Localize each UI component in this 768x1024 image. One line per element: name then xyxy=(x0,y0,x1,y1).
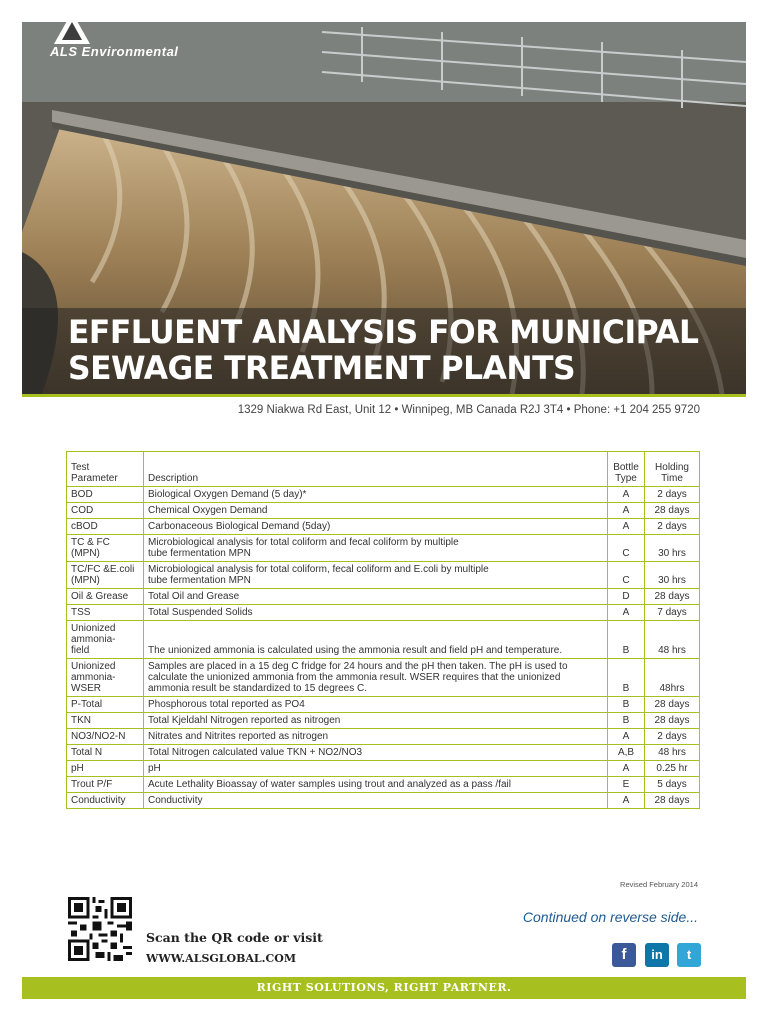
header-parameter: Test Parameter xyxy=(67,452,144,487)
header-bottle: Bottle Type xyxy=(608,452,645,487)
parameter-table xyxy=(66,451,700,809)
cell-description: Total Suspended Solids xyxy=(144,605,608,621)
cell-description: Conductivity xyxy=(144,793,608,809)
cell-parameter: Total N xyxy=(67,745,144,761)
cell-description: Nitrates and Nitrites reported as nitrogen xyxy=(144,729,608,745)
cell-holding: 7 days xyxy=(645,605,700,621)
cell-holding: 28 days xyxy=(645,697,700,713)
cell-bottle: A,B xyxy=(608,745,645,761)
cell-parameter: Unionized ammonia- WSER xyxy=(67,659,144,697)
scan-instruction: Scan the QR code or visit xyxy=(146,930,323,945)
cell-parameter: TC & FC (MPN) xyxy=(67,535,144,562)
page-title xyxy=(68,314,715,386)
table-body xyxy=(67,487,700,809)
cell-parameter: pH xyxy=(67,761,144,777)
cell-bottle: B xyxy=(608,713,645,729)
tagline-text: RIGHT SOLUTIONS, RIGHT PARTNER. xyxy=(256,981,512,994)
cell-bottle: A xyxy=(608,519,645,535)
cell-description: Total Oil and Grease xyxy=(144,589,608,605)
continued-note: Continued on reverse side... xyxy=(522,909,698,925)
als-logo-icon xyxy=(50,10,94,46)
cell-bottle: A xyxy=(608,761,645,777)
cell-holding: 0.25 hr xyxy=(645,761,700,777)
table-row xyxy=(67,621,700,659)
table-header-row xyxy=(67,452,700,487)
cell-holding: 5 days xyxy=(645,777,700,793)
cell-parameter: BOD xyxy=(67,487,144,503)
cell-description: Microbiological analysis for total coliform and fecal coliform by multiple tube fermentation MPN xyxy=(144,535,608,562)
cell-parameter: Conductivity xyxy=(67,793,144,809)
cell-holding: 28 days xyxy=(645,503,700,519)
accent-divider xyxy=(22,394,746,397)
cell-description: Total Kjeldahl Nitrogen reported as nitrogen xyxy=(144,713,608,729)
table-row xyxy=(67,562,700,589)
header-holding: Holding Time xyxy=(645,452,700,487)
cell-holding: 48 hrs xyxy=(645,621,700,659)
cell-bottle: A xyxy=(608,503,645,519)
cell-holding: 28 days xyxy=(645,793,700,809)
cell-description: pH xyxy=(144,761,608,777)
cell-bottle: B xyxy=(608,621,645,659)
cell-holding: 48hrs xyxy=(645,659,700,697)
cell-parameter: TKN xyxy=(67,713,144,729)
cell-parameter: TC/FC &E.coli (MPN) xyxy=(67,562,144,589)
cell-bottle: B xyxy=(608,659,645,697)
cell-parameter: Trout P/F xyxy=(67,777,144,793)
cell-holding: 48 hrs xyxy=(645,745,700,761)
cell-parameter: P-Total xyxy=(67,697,144,713)
tagline-bar xyxy=(22,977,746,999)
qr-code-icon[interactable] xyxy=(68,897,132,961)
cell-parameter: cBOD xyxy=(67,519,144,535)
facebook-icon[interactable]: f xyxy=(612,943,636,967)
cell-holding: 2 days xyxy=(645,729,700,745)
cell-bottle: D xyxy=(608,589,645,605)
cell-holding: 30 hrs xyxy=(645,535,700,562)
cell-bottle: E xyxy=(608,777,645,793)
cell-parameter: Oil & Grease xyxy=(67,589,144,605)
table-row xyxy=(67,605,700,621)
table-row xyxy=(67,761,700,777)
cell-description: Phosphorous total reported as PO4 xyxy=(144,697,608,713)
cell-bottle: B xyxy=(608,697,645,713)
cell-description: Chemical Oxygen Demand xyxy=(144,503,608,519)
cell-parameter: TSS xyxy=(67,605,144,621)
title-line-1: EFFLUENT ANALYSIS FOR MUNICIPAL xyxy=(68,313,699,351)
cell-description: Samples are placed in a 15 deg C fridge for 24 hours and the pH then taken. The pH is used to calculate the unionized ammonia from the ammonia result. WSER requires that the unionized ammonia result be standardized to 15 degrees C. xyxy=(144,659,608,697)
table-row xyxy=(67,519,700,535)
title-line-2: SEWAGE TREATMENT PLANTS xyxy=(68,349,576,387)
cell-bottle: C xyxy=(608,535,645,562)
cell-bottle: C xyxy=(608,562,645,589)
table-row xyxy=(67,729,700,745)
cell-bottle: A xyxy=(608,605,645,621)
cell-description: Acute Lethality Bioassay of water samples using trout and analyzed as a pass /fail xyxy=(144,777,608,793)
table-row xyxy=(67,503,700,519)
lab-address: 1329 Niakwa Rd East, Unit 12 • Winnipeg, MB Canada R2J 3T4 • Phone: +1 204 255 9720 xyxy=(237,404,700,416)
cell-parameter: NO3/NO2-N xyxy=(67,729,144,745)
table-row xyxy=(67,659,700,697)
cell-description: Total Nitrogen calculated value TKN + NO2/NO3 xyxy=(144,745,608,761)
table-row xyxy=(67,589,700,605)
cell-bottle: A xyxy=(608,793,645,809)
cell-holding: 2 days xyxy=(645,487,700,503)
logo-text: ALS Environmental xyxy=(50,44,179,59)
header-description: Description xyxy=(144,452,608,487)
cell-parameter: Unionized ammonia- field xyxy=(67,621,144,659)
table-row xyxy=(67,697,700,713)
table-row xyxy=(67,745,700,761)
cell-bottle: A xyxy=(608,729,645,745)
cell-holding: 28 days xyxy=(645,589,700,605)
cell-description: Biological Oxygen Demand (5 day)* xyxy=(144,487,608,503)
cell-holding: 2 days xyxy=(645,519,700,535)
cell-description: The unionized ammonia is calculated using the ammonia result and field pH and temperature. xyxy=(144,621,608,659)
table-row xyxy=(67,535,700,562)
twitter-icon[interactable]: t xyxy=(677,943,701,967)
website-link[interactable]: WWW.ALSGLOBAL.COM xyxy=(146,952,297,965)
revised-date: Revised February 2014 xyxy=(620,880,698,889)
table-row xyxy=(67,793,700,809)
cell-description: Carbonaceous Biological Demand (5day) xyxy=(144,519,608,535)
table-row xyxy=(67,777,700,793)
table-row xyxy=(67,487,700,503)
cell-parameter: COD xyxy=(67,503,144,519)
table-row xyxy=(67,713,700,729)
cell-holding: 30 hrs xyxy=(645,562,700,589)
cell-holding: 28 days xyxy=(645,713,700,729)
linkedin-icon[interactable]: in xyxy=(645,943,669,967)
cell-description: Microbiological analysis for total coliform, fecal coliform and E.coli by multiple tube fermentation MPN xyxy=(144,562,608,589)
cell-bottle: A xyxy=(608,487,645,503)
